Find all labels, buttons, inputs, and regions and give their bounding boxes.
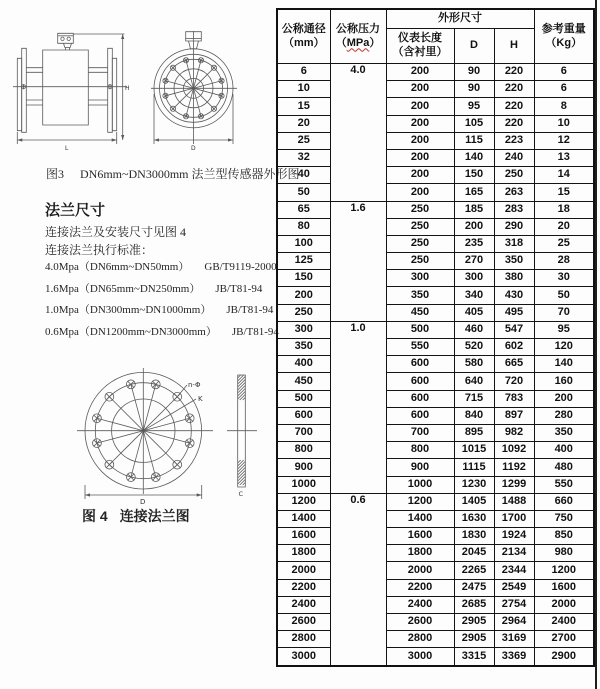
cell-weight: 140	[534, 356, 594, 373]
cell-length: 250	[386, 253, 454, 270]
cell-D: 715	[454, 390, 494, 407]
cell-length: 2000	[386, 562, 454, 579]
cell-D: 2905	[454, 614, 494, 631]
table-row	[277, 442, 594, 459]
cell-weight: 200	[534, 390, 594, 407]
cell-H: 2549	[494, 579, 534, 596]
cell-dn: 40	[277, 167, 330, 184]
cell-weight: 2400	[534, 614, 594, 631]
bolt-circle-label: K	[198, 395, 203, 403]
cell-length: 200	[386, 132, 454, 149]
cell-length: 1400	[386, 510, 454, 527]
standard-line	[45, 258, 279, 280]
cell-D: 3315	[454, 648, 494, 666]
cell-H: 982	[494, 424, 534, 441]
cell-H: 223	[494, 132, 534, 149]
cell-weight: 550	[534, 476, 594, 493]
cell-dn: 1800	[277, 545, 330, 562]
cell-H: 783	[494, 390, 534, 407]
cell-length: 2200	[386, 579, 454, 596]
cell-D: 90	[454, 64, 494, 81]
cell-D: 2905	[454, 631, 494, 648]
header-H: H	[494, 29, 534, 64]
cell-H: 1924	[494, 528, 534, 545]
cell-D: 640	[454, 373, 494, 390]
cell-length: 200	[386, 167, 454, 184]
cell-weight: 2000	[534, 596, 594, 613]
cell-length: 250	[386, 235, 454, 252]
table-row	[277, 545, 594, 562]
header-meter-length: 仪表长度 （含衬里）	[386, 29, 454, 64]
cell-D: 2475	[454, 579, 494, 596]
cell-H: 2134	[494, 545, 534, 562]
cell-dn: 1400	[277, 510, 330, 527]
cell-D: 150	[454, 167, 494, 184]
cell-dn: 3000	[277, 648, 330, 666]
cell-weight: 350	[534, 424, 594, 441]
figure3-caption-text: DN6mm~DN3000mm 法兰型传感器外形图	[80, 167, 300, 181]
cell-dn: 2800	[277, 631, 330, 648]
cell-H: 1092	[494, 442, 534, 459]
cell-dn: 25	[277, 132, 330, 149]
cell-pressure: 1.0	[330, 321, 386, 493]
cell-length: 250	[386, 218, 454, 235]
flange-section-view	[227, 375, 257, 498]
cell-D: 185	[454, 201, 494, 218]
section-heading-flange-size: 法兰尺寸	[45, 202, 106, 219]
cell-D: 1830	[454, 528, 494, 545]
dim-D-label: D	[140, 498, 146, 506]
cell-H: 350	[494, 253, 534, 270]
cell-dn: 20	[277, 115, 330, 132]
cell-length: 2400	[386, 596, 454, 613]
cell-D: 115	[454, 132, 494, 149]
cell-D: 235	[454, 235, 494, 252]
dim-H-label: H	[125, 85, 130, 92]
cell-dn: 6	[277, 64, 330, 81]
table-row	[277, 407, 594, 424]
cell-weight: 1200	[534, 562, 594, 579]
table-row	[277, 132, 594, 149]
cell-H: 3169	[494, 631, 534, 648]
cell-dn: 80	[277, 218, 330, 235]
standard-spec: 1.0Mpa（DN300mm~DN1000mm）	[45, 304, 212, 316]
cell-D: 300	[454, 270, 494, 287]
cell-D: 165	[454, 184, 494, 201]
sensor-side-view	[13, 33, 130, 152]
cell-dn: 350	[277, 339, 330, 356]
cell-dn: 15	[277, 98, 330, 115]
cell-dn: 10	[277, 81, 330, 98]
figure4-connection-flange-drawing	[65, 363, 265, 515]
table-row	[277, 218, 594, 235]
cell-weight: 14	[534, 167, 594, 184]
table-row	[277, 579, 594, 596]
figure4-caption-label: 图 4	[82, 508, 108, 524]
dim-D-label: D	[191, 145, 196, 152]
standard-code: JB/T81-94	[231, 325, 279, 338]
standard-line	[45, 301, 279, 323]
cell-length: 450	[386, 304, 454, 321]
table-row	[277, 81, 594, 98]
cell-H: 602	[494, 339, 534, 356]
cell-H: 897	[494, 407, 534, 424]
table-row	[277, 459, 594, 476]
cell-length: 200	[386, 81, 454, 98]
cell-length: 200	[386, 149, 454, 166]
header-nominal-diameter: 公称通径 （mm）	[277, 9, 330, 64]
cell-D: 200	[454, 218, 494, 235]
cell-H: 263	[494, 184, 534, 201]
cell-length: 3000	[386, 648, 454, 666]
table-row	[277, 493, 594, 510]
table-row	[277, 528, 594, 545]
cell-H: 1299	[494, 476, 534, 493]
cell-length: 500	[386, 321, 454, 338]
table-row	[277, 235, 594, 252]
table-row	[277, 201, 594, 218]
cell-dn: 500	[277, 390, 330, 407]
cell-length: 350	[386, 287, 454, 304]
cell-H: 495	[494, 304, 534, 321]
hatch-bottom	[238, 460, 246, 485]
cell-D: 340	[454, 287, 494, 304]
table-row	[277, 390, 594, 407]
cell-D: 90	[454, 81, 494, 98]
figure4-caption-text: 连接法兰图	[119, 508, 190, 524]
cell-dn: 2600	[277, 614, 330, 631]
cell-weight: 25	[534, 235, 594, 252]
cell-weight: 8	[534, 98, 594, 115]
cell-dn: 50	[277, 184, 330, 201]
cell-D: 1405	[454, 493, 494, 510]
cell-D: 1230	[454, 476, 494, 493]
cell-weight: 12	[534, 132, 594, 149]
header-outline-dimensions: 外形尺寸	[386, 9, 534, 29]
cell-weight: 750	[534, 510, 594, 527]
cell-weight: 480	[534, 459, 594, 476]
cell-H: 220	[494, 64, 534, 81]
cell-weight: 850	[534, 528, 594, 545]
scan-edge-line	[595, 0, 597, 689]
cell-D: 405	[454, 304, 494, 321]
cell-H: 318	[494, 235, 534, 252]
table-row	[277, 270, 594, 287]
table-body	[277, 64, 594, 666]
figure3-caption	[46, 165, 300, 182]
cell-length: 1200	[386, 493, 454, 510]
cell-length: 600	[386, 390, 454, 407]
cell-weight: 30	[534, 270, 594, 287]
cell-weight: 10	[534, 115, 594, 132]
cell-H: 547	[494, 321, 534, 338]
cell-length: 1600	[386, 528, 454, 545]
table-row	[277, 476, 594, 493]
dimension-L	[17, 132, 116, 152]
cell-H: 430	[494, 287, 534, 304]
cell-dn: 1200	[277, 493, 330, 510]
cell-H: 2344	[494, 562, 534, 579]
cell-length: 700	[386, 424, 454, 441]
cell-dn: 125	[277, 253, 330, 270]
cell-D: 840	[454, 407, 494, 424]
cell-weight: 980	[534, 545, 594, 562]
cell-H: 240	[494, 149, 534, 166]
standard-spec: 1.6Mpa（DN65mm~DN250mm）	[45, 282, 201, 295]
figure4-caption	[82, 506, 190, 526]
cell-dn: 2000	[277, 562, 330, 579]
cell-length: 1000	[386, 476, 454, 493]
flange-dimension-table	[276, 8, 595, 667]
cell-weight: 15	[534, 184, 594, 201]
dim-L-label: L	[65, 145, 69, 152]
standard-line	[45, 280, 279, 302]
standard-spec: 4.0Mpa（DN6mm~DN50mm）	[45, 261, 190, 273]
cell-pressure: 4.0	[330, 64, 386, 202]
cell-length: 600	[386, 356, 454, 373]
table-row	[277, 562, 594, 579]
cell-weight: 13	[534, 149, 594, 166]
cell-dn: 1000	[277, 476, 330, 493]
flange-standards-list	[45, 258, 279, 344]
cell-H: 283	[494, 201, 534, 218]
cell-weight: 18	[534, 201, 594, 218]
cell-D: 1015	[454, 442, 494, 459]
cell-length: 550	[386, 339, 454, 356]
table-row	[277, 304, 594, 321]
cell-weight: 2700	[534, 631, 594, 648]
cell-weight: 28	[534, 253, 594, 270]
cell-length: 200	[386, 184, 454, 201]
table-row	[277, 356, 594, 373]
cell-length: 600	[386, 373, 454, 390]
cell-H: 290	[494, 218, 534, 235]
header-nominal-pressure: 公称压力 （MPa）	[330, 9, 386, 64]
cell-length: 200	[386, 64, 454, 81]
cell-weight: 2900	[534, 648, 594, 666]
cell-H: 1488	[494, 493, 534, 510]
cell-weight: 660	[534, 493, 594, 510]
table-row	[277, 614, 594, 631]
cell-weight: 160	[534, 373, 594, 390]
cell-H: 250	[494, 167, 534, 184]
cell-D: 895	[454, 424, 494, 441]
cell-dn: 1600	[277, 528, 330, 545]
cell-pressure: 0.6	[330, 493, 386, 665]
table-row	[277, 149, 594, 166]
table-row	[277, 64, 594, 81]
cell-H: 720	[494, 373, 534, 390]
hatch-top	[238, 375, 246, 400]
table-row	[277, 184, 594, 201]
cell-D: 95	[454, 98, 494, 115]
table-row	[277, 287, 594, 304]
cell-length: 800	[386, 442, 454, 459]
figure3-sensor-outline-drawing	[8, 22, 268, 162]
table-row	[277, 253, 594, 270]
cell-dn: 600	[277, 407, 330, 424]
cell-weight: 50	[534, 287, 594, 304]
standard-line	[45, 323, 279, 345]
cell-dn: 2200	[277, 579, 330, 596]
table-row	[277, 596, 594, 613]
flange-intro-line1: 连接法兰及安装尺寸见图 4	[45, 225, 187, 239]
cell-D: 105	[454, 115, 494, 132]
cell-dn: 150	[277, 270, 330, 287]
cell-weight: 20	[534, 218, 594, 235]
cell-weight: 6	[534, 64, 594, 81]
cell-length: 200	[386, 115, 454, 132]
cell-dn: 2400	[277, 596, 330, 613]
standard-spec: 0.6Mpa（DN1200mm~DN3000mm）	[45, 325, 217, 338]
cell-dn: 400	[277, 356, 330, 373]
cell-dn: 900	[277, 459, 330, 476]
cell-pressure: 1.6	[330, 201, 386, 321]
cell-H: 1192	[494, 459, 534, 476]
cell-weight: 400	[534, 442, 594, 459]
cell-weight: 70	[534, 304, 594, 321]
standard-code: JB/T81-94	[215, 282, 263, 295]
cell-dn: 450	[277, 373, 330, 390]
cell-D: 2685	[454, 596, 494, 613]
cell-dn: 700	[277, 424, 330, 441]
cell-H: 1700	[494, 510, 534, 527]
table-row	[277, 339, 594, 356]
cell-length: 300	[386, 270, 454, 287]
cell-H: 665	[494, 356, 534, 373]
header-reference-weight: 参考重量 （Kg）	[534, 9, 594, 64]
cell-D: 270	[454, 253, 494, 270]
cell-D: 2265	[454, 562, 494, 579]
cell-H: 220	[494, 98, 534, 115]
cell-dn: 250	[277, 304, 330, 321]
cell-dn: 32	[277, 149, 330, 166]
cell-weight: 1600	[534, 579, 594, 596]
table-row	[277, 373, 594, 390]
cell-weight: 120	[534, 339, 594, 356]
cell-D: 1630	[454, 510, 494, 527]
bolt-count-label: n-Φ	[188, 381, 201, 389]
table-row	[277, 631, 594, 648]
flange-intro-line2: 连接法兰执行标准：	[45, 243, 154, 257]
cell-H: 3369	[494, 648, 534, 666]
cell-D: 140	[454, 149, 494, 166]
cell-H: 2964	[494, 614, 534, 631]
cell-length: 2600	[386, 614, 454, 631]
cell-weight: 280	[534, 407, 594, 424]
cell-weight: 95	[534, 321, 594, 338]
table-row	[277, 648, 594, 666]
cell-length: 900	[386, 459, 454, 476]
cell-H: 2754	[494, 596, 534, 613]
cell-length: 1800	[386, 545, 454, 562]
table-row	[277, 424, 594, 441]
cell-D: 2045	[454, 545, 494, 562]
standard-code: JB/T81-94	[226, 304, 274, 316]
dim-C-label: C	[238, 490, 244, 498]
flange-front-view	[77, 368, 213, 506]
cell-dn: 100	[277, 235, 330, 252]
table-row	[277, 115, 594, 132]
cell-dn: 300	[277, 321, 330, 338]
cell-weight: 6	[534, 81, 594, 98]
cell-length: 2800	[386, 631, 454, 648]
cell-dn: 800	[277, 442, 330, 459]
standard-code: GB/T9119-2000	[204, 261, 277, 273]
header-D: D	[454, 29, 494, 64]
junction-box-icon	[58, 33, 74, 50]
cell-length: 600	[386, 407, 454, 424]
cell-H: 380	[494, 270, 534, 287]
sensor-front-view	[151, 31, 237, 152]
cell-length: 250	[386, 201, 454, 218]
figure3-caption-label: 图3	[46, 167, 65, 181]
table-row	[277, 510, 594, 527]
cell-D: 460	[454, 321, 494, 338]
table-row	[277, 321, 594, 338]
cell-H: 220	[494, 81, 534, 98]
cell-dn: 200	[277, 287, 330, 304]
cell-D: 1115	[454, 459, 494, 476]
table-row	[277, 167, 594, 184]
cell-dn: 65	[277, 201, 330, 218]
cell-D: 580	[454, 356, 494, 373]
cell-D: 520	[454, 339, 494, 356]
cell-length: 200	[386, 98, 454, 115]
cell-H: 220	[494, 115, 534, 132]
table-row	[277, 98, 594, 115]
